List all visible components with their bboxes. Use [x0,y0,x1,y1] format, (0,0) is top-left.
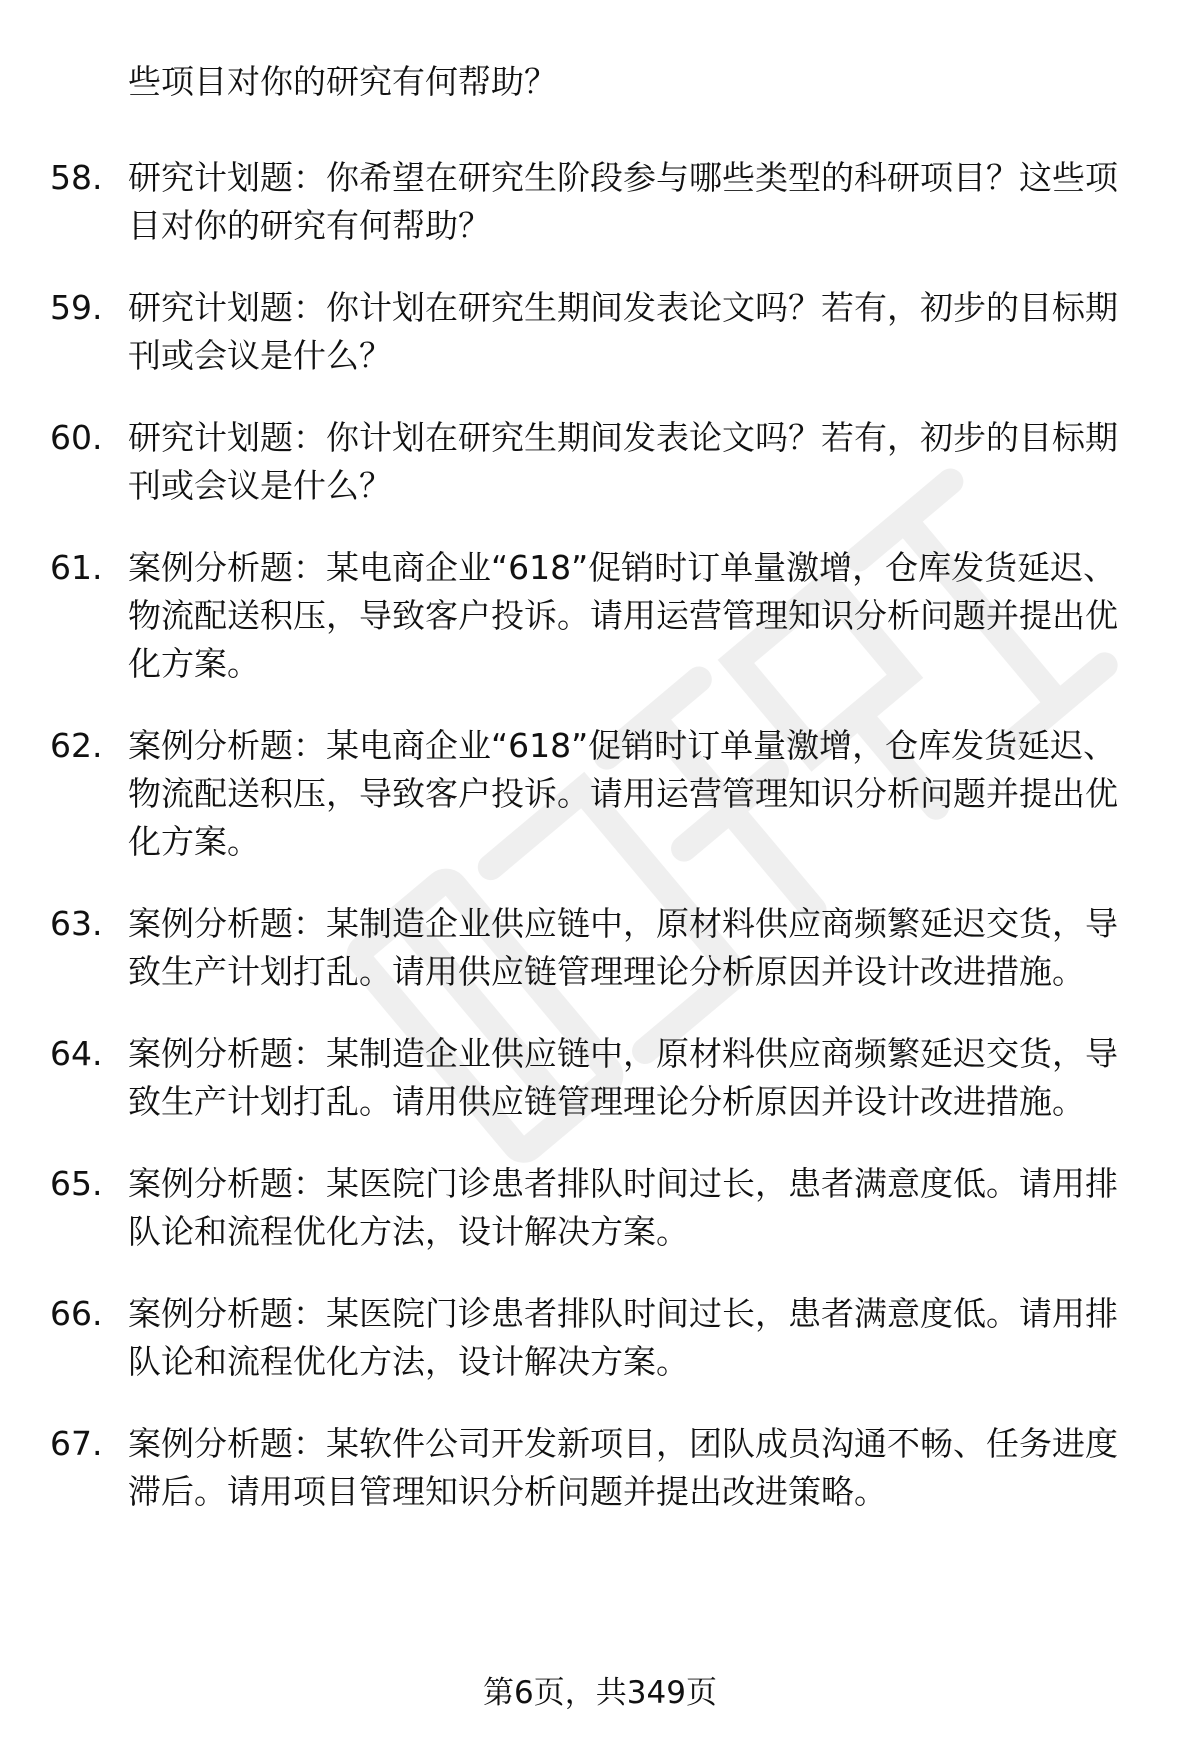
question-text: 案例分析题：某医院门诊患者排队时间过长，患者满意度低。请用排队论和流程优化方法，设计解决方案。 [128,1294,1118,1381]
question-number: 60. [50,418,103,457]
question-item [0,1420,1200,1516]
question-number: 59. [50,288,103,327]
question-text: 案例分析题：某制造企业供应链中，原材料供应商频繁延迟交货，导致生产计划打乱。请用供应链管理理论分析原因并设计改进措施。 [128,904,1118,991]
question-number: 64. [50,1034,103,1073]
question-number: 63. [50,904,103,943]
question-item [0,154,1200,250]
page-footer: 第6页，共349页 [483,1675,717,1711]
question-text: 案例分析题：某软件公司开发新项目，团队成员沟通不畅、任务进度滞后。请用项目管理知识分析问题并提出改进策略。 [128,1424,1118,1511]
question-text: 研究计划题：你计划在研究生期间发表论文吗？若有，初步的目标期刊或会议是什么？ [128,288,1118,375]
question-text: 案例分析题：某电商企业“618”促销时订单量激增，仓库发货延迟、物流配送积压，导致客户投诉。请用运营管理知识分析问题并提出优化方案。 [128,548,1118,683]
question-text: 案例分析题：某制造企业供应链中，原材料供应商频繁延迟交货，导致生产计划打乱。请用供应链管理理论分析原因并设计改进措施。 [128,1034,1118,1121]
question-number: 65. [50,1164,103,1203]
question-item [0,544,1200,688]
question-number: 62. [50,726,103,765]
question-text: 案例分析题：某电商企业“618”促销时订单量激增，仓库发货延迟、物流配送积压，导致客户投诉。请用运营管理知识分析问题并提出优化方案。 [128,726,1118,861]
question-item [0,1290,1200,1386]
question-item [0,1160,1200,1256]
question-item [0,900,1200,996]
question-item [0,284,1200,380]
question-text: 研究计划题：你希望在研究生阶段参与哪些类型的科研项目？这些项目对你的研究有何帮助？ [128,158,1118,245]
question-text: 研究计划题：你计划在研究生期间发表论文吗？若有，初步的目标期刊或会议是什么？ [128,418,1118,505]
question-text: 案例分析题：某医院门诊患者排队时间过长，患者满意度低。请用排队论和流程优化方法，设计解决方案。 [128,1164,1118,1251]
question-number: 66. [50,1294,103,1333]
question-number: 58. [50,158,103,197]
question-list [0,154,1200,1550]
continued-question-text: 些项目对你的研究有何帮助？ [128,62,557,101]
question-number: 61. [50,548,103,587]
question-item [0,722,1200,866]
question-number: 67. [50,1424,103,1463]
question-item [0,414,1200,510]
question-item [0,1030,1200,1126]
